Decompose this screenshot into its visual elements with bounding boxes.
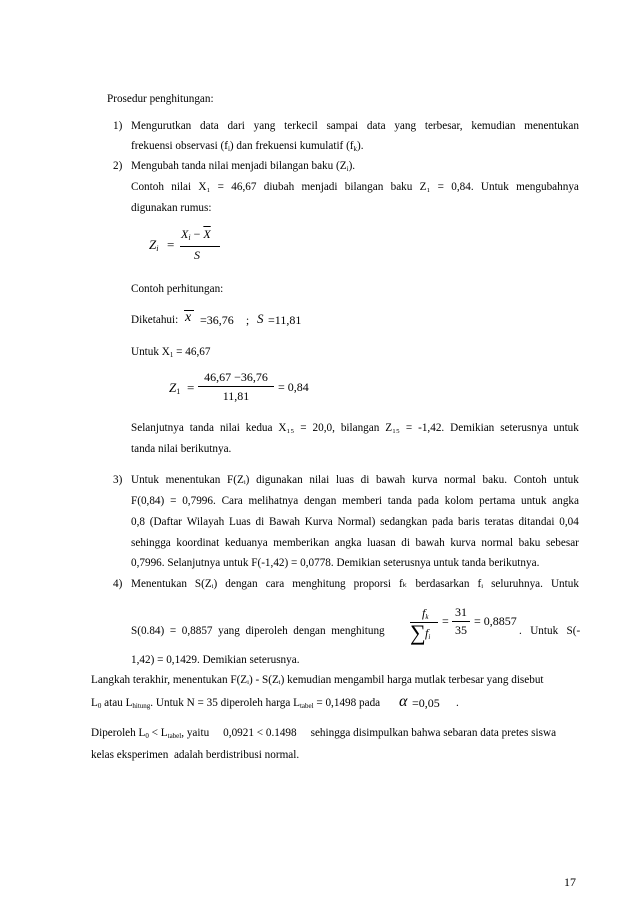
step-2-continuation-2: tanda nilai berikutnya. bbox=[131, 443, 232, 455]
final-line-1: Langkah terakhir, menentukan F(Zᵢ) - S(Zᵢ) kemudian mengambil harga mutlak terbesar yang disebut bbox=[91, 674, 544, 686]
conclusion-line-2: kelas eksperimen adalah berdistribusi normal. bbox=[91, 749, 300, 761]
step-3-line-4: sehingga koordinat keduanya memberikan angka luasan di bawah kurva normal baku sebesar bbox=[131, 537, 579, 549]
step-4-line-3: 1,42) = 0,1429. Demikian seterusnya. bbox=[131, 654, 300, 666]
page-number: 17 bbox=[564, 875, 576, 889]
step-3-line-3: 0,8 (Daftar Wilayah Luas di Bawah Kurva Normal) sedangkan pada baris teratas ditandai 0,04 bbox=[131, 516, 579, 528]
procedure-heading: Prosedur penghitungan: bbox=[107, 93, 214, 105]
step-4-number: 4) bbox=[113, 578, 123, 590]
conclusion-line-1: Diperoleh $L_0 < L_{tabel}$, yaitu 0,0921 < 0.1498 sehingga disimpulkan bahwa sebaran data pretes siswa bbox=[91, 727, 557, 740]
alpha-symbol: α bbox=[399, 693, 408, 710]
step-2-number: 2) bbox=[113, 160, 123, 172]
step-3-line-5: 0,7996. Selanjutnya untuk F(-1,42) = 0,0778. Demikian seterusnya untuk tanda berikutnya. bbox=[131, 557, 540, 569]
alpha-value: =0,05 bbox=[412, 696, 440, 710]
mean-symbol: x bbox=[185, 310, 192, 325]
step-3-number: 3) bbox=[113, 474, 123, 486]
step-1-line-2: frekuensi observasi $(f_i)$ dan frekuensi kumulatif $(f_k)$. bbox=[131, 140, 364, 153]
mean-value: =36,76 bbox=[200, 313, 234, 327]
step-2-line-3: digunakan rumus: bbox=[131, 202, 212, 214]
step-2-line-2: Contoh nilai X₁ = 46,67 diubah menjadi bilangan baku Z₁ = 0,84. Untuk mengubahnya bbox=[131, 181, 579, 193]
step-4-line-2-right: . Untuk S(- bbox=[519, 625, 581, 637]
step-2-continuation: Selanjutnya tanda nilai kedua X₁₅ = 20,0, bilangan Z₁₅ = -1,42. Demikian seterusnya untuk bbox=[131, 422, 579, 434]
final-line-2-end: . bbox=[456, 697, 459, 709]
step-1-number: 1) bbox=[113, 120, 123, 132]
for-x1-label: Untuk $X_1 = 46,67$ bbox=[131, 346, 211, 359]
step-2-line-1: Mengubah tanda nilai menjadi bilangan baku $(Z_i)$. bbox=[131, 160, 356, 173]
step-1-line-1: Mengurutkan data dari yang terkecil sampai data yang terbesar, kemudian menentukan bbox=[131, 120, 579, 132]
step-3-line-2: F(0,84) = 0,7996. Cara melihatnya dengan memberi tanda pada kolom pertama untuk angka bbox=[131, 495, 579, 507]
step-3-line-1: Untuk menentukan F(Zᵢ) digunakan nilai luas di bawah kurva normal baku. Contoh untuk bbox=[131, 474, 579, 486]
s-symbol: S bbox=[257, 311, 264, 326]
example-label: Contoh perhitungan: bbox=[131, 283, 224, 295]
step-4-line-2-left: S(0.84) = 0,8857 yang diperoleh dengan menghitung bbox=[131, 625, 385, 637]
step-4-line-1: Menentukan S(Zᵢ) dengan cara menghitung proporsi fₖ berdasarkan fᵢ seluruhnya. Untuk bbox=[131, 578, 579, 590]
known-separator: ; bbox=[246, 315, 250, 327]
known-label: Diketahui: bbox=[131, 314, 179, 326]
final-line-2: $L_0$ atau $L_{hitung}$. Untuk N = 35 diperoleh harga $L_{tabel} = 0,1498$ pada bbox=[91, 697, 381, 710]
s-value: =11,81 bbox=[268, 313, 302, 327]
